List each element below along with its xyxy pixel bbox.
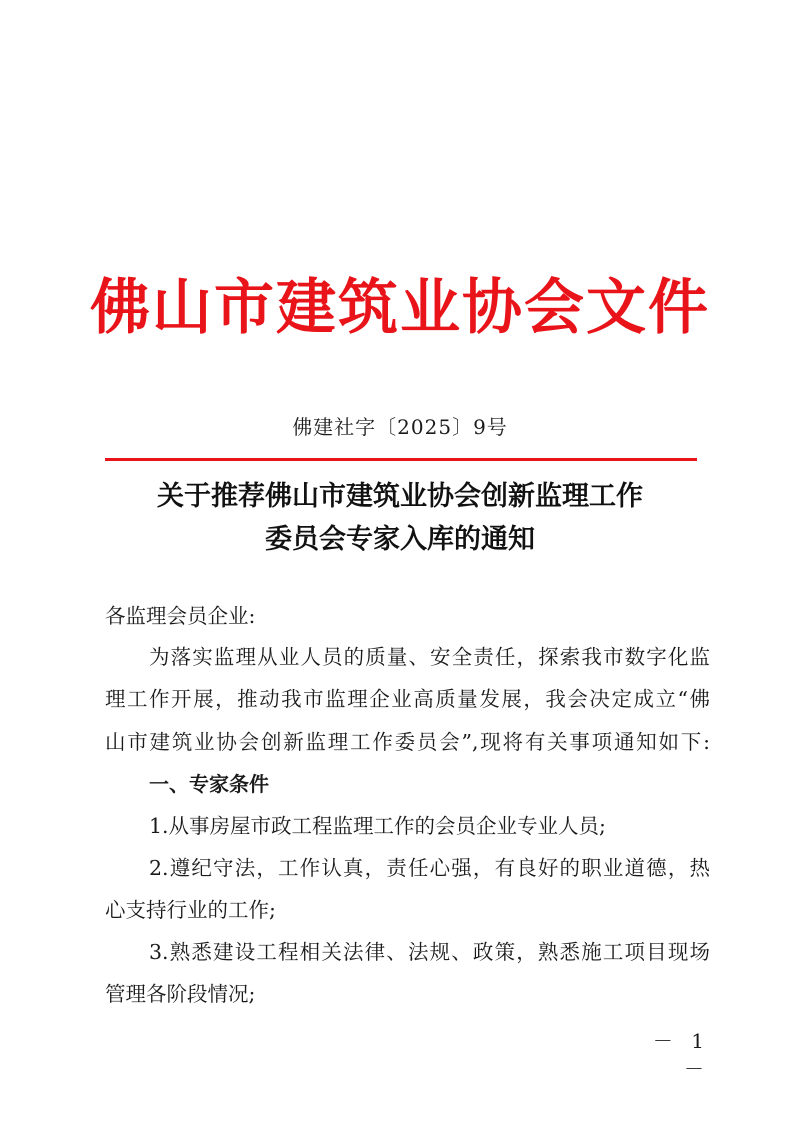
list-item-3-line-2: 管理各阶段情况; <box>105 982 256 1006</box>
paragraph-1-line-2: 理工作开展，推动我市监理企业高质量发展，我会决定成立“佛 <box>105 687 710 711</box>
notice-title-line-1: 关于推荐佛山市建筑业协会创新监理工作 <box>157 481 643 512</box>
red-divider-rule <box>105 458 697 461</box>
list-item-1: 1.从事房屋市政工程监理工作的会员企业专业人员; <box>149 814 606 838</box>
document-number: 佛建社字〔2025〕9号 <box>292 415 508 439</box>
page-number: － 1 － <box>652 1029 710 1081</box>
organization-document-header: 佛山市建筑业协会文件 <box>90 273 710 343</box>
notice-title-line-2: 委员会专家入库的通知 <box>265 524 535 555</box>
salutation: 各监理会员企业: <box>105 604 256 628</box>
list-item-3-line-1: 3.熟悉建设工程相关法律、法规、政策，熟悉施工项目现场 <box>149 940 710 964</box>
section-heading-expert-conditions: 一、专家条件 <box>149 772 269 796</box>
paragraph-1-line-3: 山市建筑业协会创新监理工作委员会”,现将有关事项通知如下: <box>105 730 710 754</box>
list-item-2-line-1: 2.遵纪守法，工作认真，责任心强，有良好的职业道德，热 <box>149 856 710 880</box>
list-item-2-line-2: 心支持行业的工作; <box>105 898 276 922</box>
paragraph-1-line-1: 为落实监理从业人员的质量、安全责任，探索我市数字化监 <box>149 645 710 669</box>
